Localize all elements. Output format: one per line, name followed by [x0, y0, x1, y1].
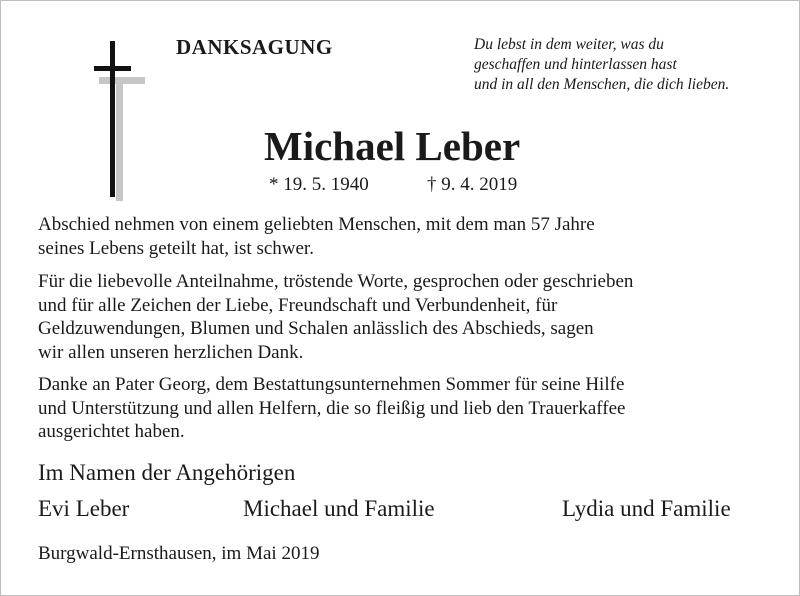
- paragraph-line: und für alle Zeichen der Liebe, Freundschaft und Verbundenheit, für: [38, 294, 558, 316]
- signatory-evi: Evi Leber: [38, 496, 130, 521]
- place-date: Burgwald-Ernsthausen, im Mai 2019: [38, 543, 320, 564]
- notice-heading: DANKSAGUNG: [176, 35, 333, 59]
- paragraph-farewell: [38, 213, 595, 260]
- paragraph-line: Abschied nehmen von einem geliebten Menschen, mit dem man 57 Jahre: [38, 214, 595, 235]
- paragraph-line: Für die liebevolle Anteilnahme, tröstende Worte, gesprochen oder geschrieben: [38, 271, 634, 292]
- paragraph-line: seines Lebens geteilt hat, ist schwer.: [38, 237, 314, 259]
- signatory-michael: Michael und Familie: [243, 496, 435, 521]
- paragraph-line: und Unterstützung und allen Helfern, die so fleißig und lieb den Trauerkaffee: [38, 397, 626, 419]
- paragraph-line: Geldzuwendungen, Blumen und Schalen anlässlich des Abschieds, sagen: [38, 318, 594, 339]
- deceased-name: Michael Leber: [264, 123, 521, 169]
- birth-date: * 19. 5. 1940: [269, 174, 369, 195]
- quote-line: und in all den Menschen, die dich lieben.: [474, 76, 730, 93]
- paragraph-line: wir allen unseren herzlichen Dank.: [38, 341, 304, 363]
- signatory-lydia: Lydia und Familie: [562, 496, 731, 521]
- quote-line: geschaffen und hinterlassen hast: [474, 56, 677, 73]
- memorial-quote: [474, 35, 729, 95]
- paragraph-acknowledgements: [38, 373, 625, 444]
- paragraph-thanks: [38, 270, 633, 364]
- on-behalf-label: Im Namen der Angehörigen: [38, 460, 296, 485]
- quote-line: Du lebst in dem weiter, was du: [474, 36, 664, 53]
- paragraph-line: ausgerichtet haben.: [38, 421, 185, 442]
- paragraph-line: Danke an Pater Georg, dem Bestattungsunternehmen Sommer für seine Hilfe: [38, 374, 625, 395]
- cross-icon: [89, 41, 149, 201]
- death-date: † 9. 4. 2019: [427, 174, 518, 195]
